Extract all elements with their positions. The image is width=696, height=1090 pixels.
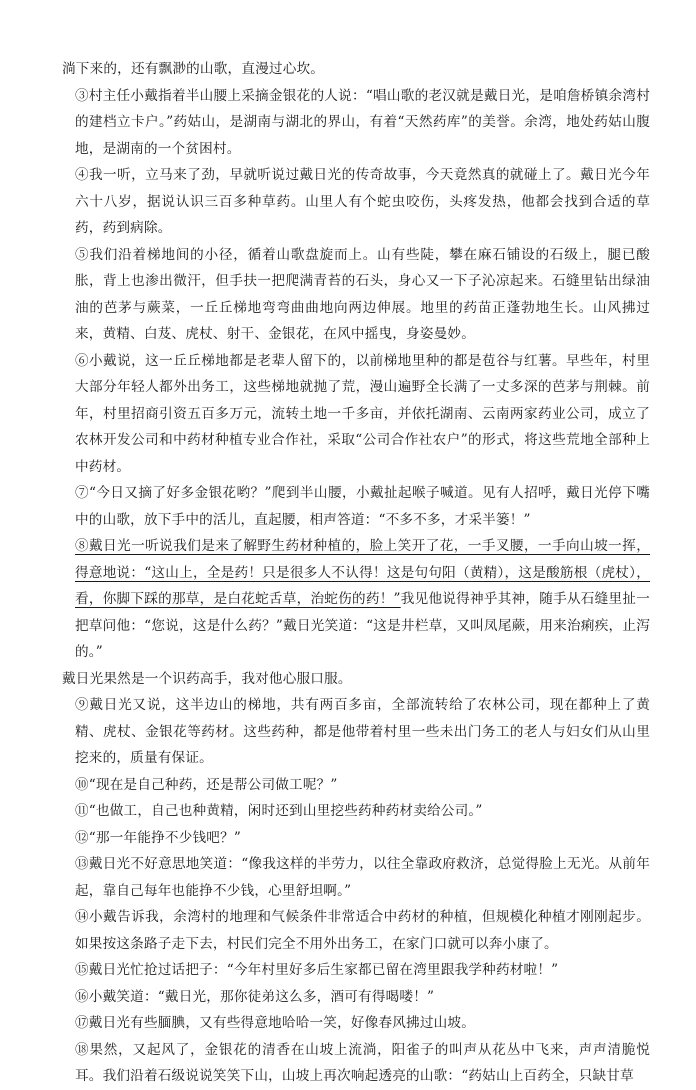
paragraph-7: ⑦“今日又摘了好多金银花哟？”爬到半山腰，小戴扯起喉子喊道。见有人招呼，戴日光停下嘴中的山歌，放下手中的活儿，直起腰，相声答道：“不多不多，才采半篓！” [75, 485, 650, 528]
paragraph-4: ④我一听，立马来了劲，早就听说过戴日光的传奇故事，今天竟然真的就碰上了。戴日光今年六十八岁，据说认识三百多种草药。山里人有个蛇虫咬伤，头疼发热，他都会找到合适的草药，药到病除。 [75, 167, 650, 236]
paragraph-10: ⑩“现在是自己种药，还是帮公司做工呢？” [75, 776, 338, 793]
paragraph-13: ⑬戴日光不好意思地笑道：“像我这样的半劳力，以往全靠政府救济，总觉得脸上无光。从前年起，靠自己每年也能挣不少钱，心里舒坦啊。” [75, 856, 650, 899]
paragraph-5: ⑤我们沿着梯地间的小径，循着山歌盘旋而上。山有些陡，攀在麻石铺设的石级上，腿已酸胀，背上也渗出微汗，但手扶一把爬满青苔的石头，身心又一下子沁凉起来。石缝里钻出绿油油的芭茅与蕨菜，一丘丘梯地弯弯曲曲地向两边伸展。地里的药苗正蓬勃地生长。山风拂过来，黄精、白芨、虎杖、射干、金银花，在风中摇曳，身姿曼妙。 [75, 246, 650, 342]
paragraph-8-rest: 我见他说得神乎其神，随手从石缝里扯一把草问他：“您说，这是什么药？”戴日光笑道：“这是井栏草，又叫凤尾蕨，用来治痢疾，止泻的。” [75, 591, 650, 660]
paragraph-14: ⑭小戴告诉我，余湾村的地理和气候条件非常适合中药材的种植，但规模化种植才刚刚起步。如果按这条路子走下去，村民们完全不用外出务工，在家门口就可以奔小康了。 [75, 909, 650, 952]
paragraph-8-continued: 戴日光果然是一个识药高手，我对他心服口服。 [62, 670, 352, 687]
paragraph-12: ⑫“那一年能挣不少钱吧？” [75, 829, 242, 846]
underlined-passage: ⑧戴日光一听说我们是来了解野生药材种植的，脸上笑开了花，一手叉腰，一手向山坡一挥，得意地说：“这山上，全是药！只是很多人不认得！这是句句阳（黄精），这是酸筋根（虎杖），看，你脚下踩的那草，是白花蛇舌草，治蛇伤的药！” [75, 538, 650, 607]
paragraph-0: 淌下来的，还有飘渺的山歌，直漫过心坎。 [62, 61, 325, 77]
paragraph-17: ⑰戴日光有些腼腆，又有些得意地哈哈一笑，好像春风拂过山坡。 [75, 1015, 476, 1031]
paragraph-18: ⑱果然，又起风了，金银花的清香在山坡上流淌，阳雀子的叫声从花丛中飞来，声声清脆悦耳。我们沿着石级说说笑笑下山，山坡上再次响起透亮的山歌：“药姑山上百药全，只缺甘草 [75, 1041, 650, 1084]
paragraph-11: ⑪“也做工，自己也种黄精，闲时还到山里挖些药种药材卖给公司。” [75, 803, 483, 819]
paragraph-16: ⑯小戴笑道：“戴日光，那你徒弟这么多，酒可有得喝喽！” [75, 988, 435, 1005]
paragraph-9: ⑨戴日光又说，这半边山的梯地，共有两百多亩，全部流转给了农林公司，现在都种上了黄精、虎杖、金银花等药材。这些药种，都是他带着村里一些未出门务工的老人与妇女们从山里挖来的，质量有保证。 [75, 697, 650, 766]
paragraph-6: ⑥小戴说，这一丘丘梯地都是老辈人留下的，以前梯地里种的都是苞谷与红薯。早些年，村里大部分年轻人都外出务工，这些梯地就抛了荒，漫山遍野全长满了一丈多深的芭茅与荆棘。前年，村里招商引资五百多万元，流转土地一千多亩，并依托湖南、云南两家药业公司，成立了农林开发公司和中药材种植专业合作社，采取“公司合作社农户”的形式，将这些荒地全部种上中药材。 [75, 352, 650, 475]
paragraph-3: ③村主任小戴指着半山腰上采摘金银花的人说：“唱山歌的老汉就是戴日光，是咱詹桥镇余湾村的建档立卡户。”药姑山，是湖南与湖北的界山，有着“天然药库”的美誉。余湾，地处药姑山腹地，是湖南的一个贫困村。 [75, 87, 650, 157]
paragraph-15: ⑮戴日光忙抢过话把子：“今年村里好多后生家都已留在湾里跟我学种药材啦！” [75, 962, 559, 978]
paragraph-8 [62, 533, 650, 666]
